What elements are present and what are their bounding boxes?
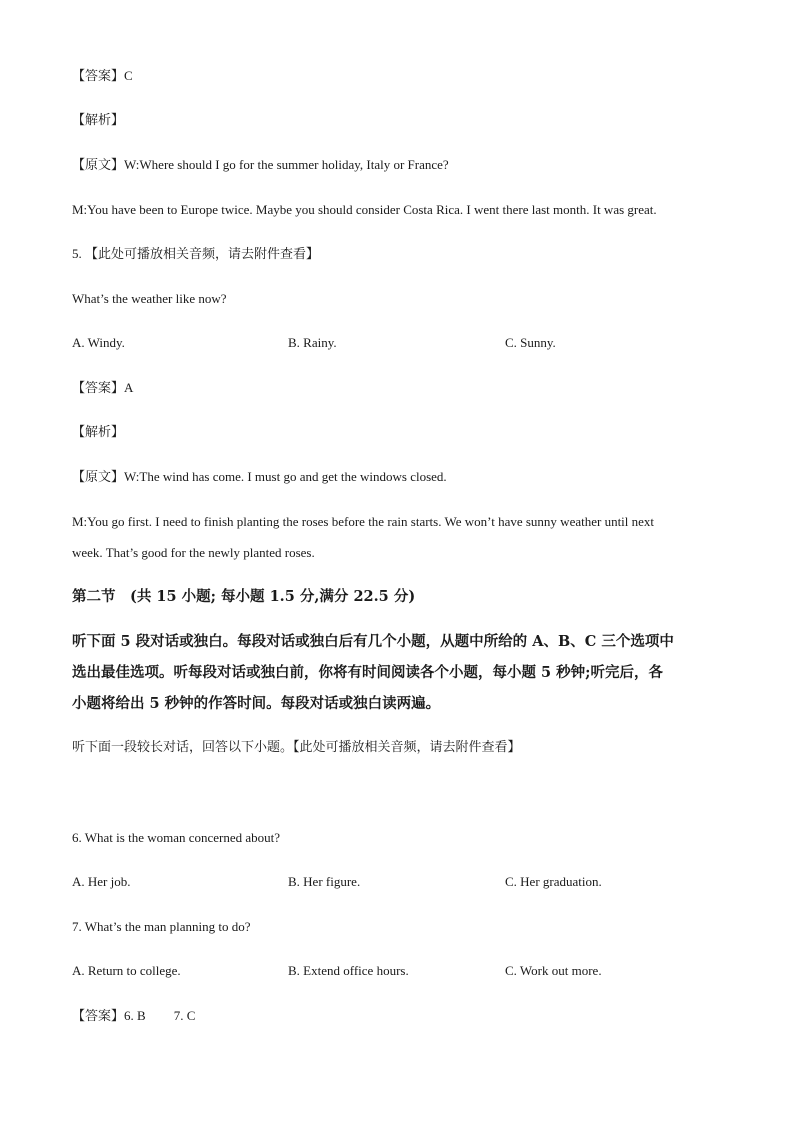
- q6-question: 6. What is the woman concerned about?: [72, 830, 281, 845]
- q5-answer-value: A: [124, 380, 134, 395]
- section2-heading: 第二节 (共 15 小题; 每小题 1.5 分,满分 22.5 分): [72, 588, 416, 605]
- answer-line: [72, 68, 133, 85]
- transcript-m: M:You have been to Europe twice. Maybe you should consider Costa Rica. I went there last month. It was great.: [72, 202, 657, 217]
- q5-number: 5.: [72, 246, 82, 261]
- q5-header: [72, 246, 319, 263]
- answers-67-line: [72, 1008, 195, 1025]
- section2-instruction-2: 选出最佳选项。听每段对话或独白前，你将有时间阅读各个小题，每小题 5 秒钟;听完后，各: [72, 664, 664, 681]
- section2-listen-note: 听下面一段较长对话，回答以下小题。【此处可播放相关音频，请去附件查看】: [72, 740, 521, 755]
- q6-option-b: B. Her figure.: [288, 874, 361, 889]
- q7-option-b: B. Extend office hours.: [288, 963, 409, 978]
- q5-transcript-w: W:The wind has come. I must go and get the windows closed.: [124, 469, 447, 484]
- answer-6: 6. B: [124, 1008, 146, 1023]
- q5-question: What’s the weather like now?: [72, 291, 227, 306]
- q5-answer-line: [72, 380, 133, 397]
- q5-answer-label: 【答案】: [72, 381, 125, 396]
- answers-67-label: 【答案】: [72, 1009, 125, 1024]
- analysis-label: 【解析】: [72, 113, 125, 128]
- section2-instruction-1: 听下面 5 段对话或独白。每段对话或独白后有几个小题，从题中所给的 A、B、C 三个选项中: [72, 633, 674, 650]
- q5-transcript-label: 【原文】: [72, 470, 125, 485]
- q5-transcript-m2: week. That’s good for the newly planted roses.: [72, 545, 315, 560]
- q5-analysis-label: 【解析】: [72, 425, 125, 440]
- transcript-w: W:Where should I go for the summer holiday, Italy or France?: [124, 157, 449, 172]
- answer-7: 7. C: [173, 1008, 196, 1023]
- q7-option-a: A. Return to college.: [72, 963, 181, 978]
- q6-option-c: C. Her graduation.: [505, 874, 602, 889]
- q5-transcript-m1: M:You go first. I need to finish planting the roses before the rain starts. We won’t have sunny weather until next: [72, 514, 655, 529]
- transcript-label: 【原文】: [72, 158, 125, 173]
- q5-transcript-w-line: [72, 469, 447, 486]
- answer-label: 【答案】: [72, 69, 125, 84]
- q5-option-c: C. Sunny.: [505, 335, 556, 350]
- q5-option-b: B. Rainy.: [288, 335, 337, 350]
- section2-instruction-3: 小题将给出 5 秒钟的作答时间。每段对话或独白读两遍。: [72, 695, 441, 712]
- q5-option-a: A. Windy.: [72, 335, 125, 350]
- q7-option-c: C. Work out more.: [505, 963, 602, 978]
- transcript-w-line: [72, 157, 449, 174]
- q7-question: 7. What’s the man planning to do?: [72, 919, 251, 934]
- q6-option-a: A. Her job.: [72, 874, 131, 889]
- answer-value: C: [124, 68, 133, 83]
- q5-audio-note: 【此处可播放相关音频，请去附件查看】: [85, 247, 320, 262]
